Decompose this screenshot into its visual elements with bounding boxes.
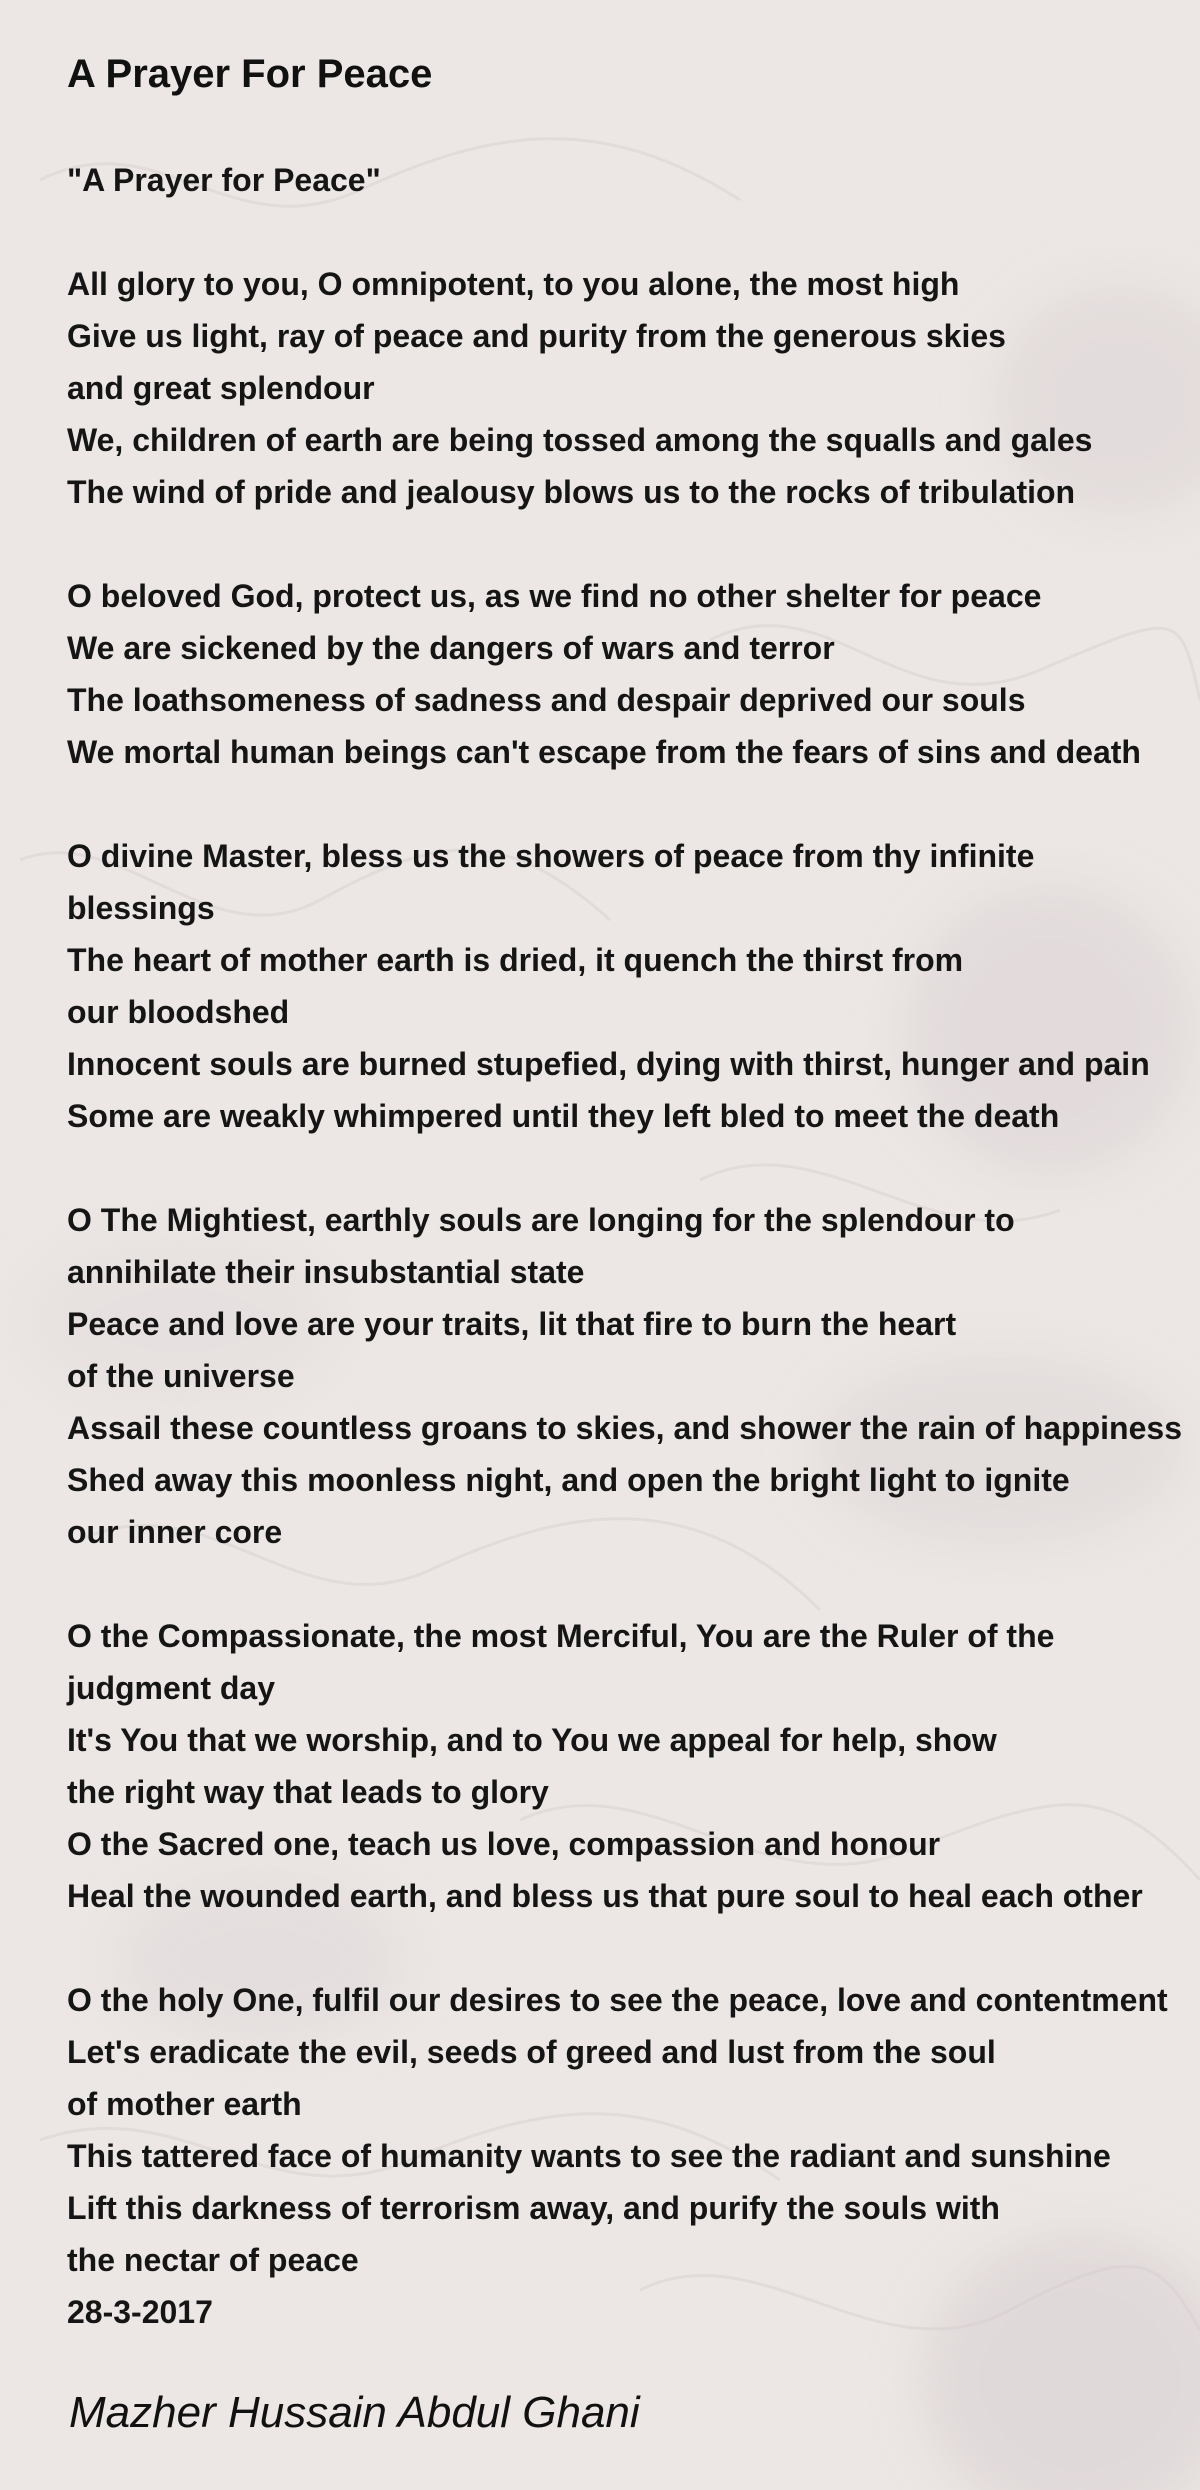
poem-line: judgment day — [67, 1670, 276, 1706]
poem-subtitle: "A Prayer for Peace" — [67, 162, 381, 198]
poem-line: This tattered face of humanity wants to see the radiant and sunshine — [67, 2138, 1111, 2174]
poem-line: the right way that leads to glory — [67, 1774, 549, 1810]
poem-line: Shed away this moonless night, and open the bright light to ignite — [67, 1462, 1070, 1498]
poem-line: O the Sacred one, teach us love, compassion and honour — [67, 1826, 941, 1862]
poem-line: our inner core — [67, 1514, 283, 1550]
stanza-2 — [67, 570, 1200, 778]
poem-line: The loathsomeness of sadness and despair deprived our souls — [67, 682, 1026, 718]
poem-line: All glory to you, O omnipotent, to you alone, the most high — [67, 266, 960, 302]
stanza-5 — [67, 1610, 1200, 1922]
poem-line: annihilate their insubstantial state — [67, 1254, 585, 1290]
poem-date: 28-3-2017 — [67, 2294, 213, 2330]
poem-line: blessings — [67, 890, 215, 926]
poem-line: O the holy One, fulfil our desires to see the peace, love and contentment — [67, 1982, 1168, 2018]
poem-body — [67, 258, 1200, 2338]
stanza-4 — [67, 1194, 1200, 1558]
poem-line: We mortal human beings can't escape from the fears of sins and death — [67, 734, 1141, 770]
poem-line: Assail these countless groans to skies, and shower the rain of happiness — [67, 1410, 1182, 1446]
poem-line: Give us light, ray of peace and purity from the generous skies — [67, 318, 1006, 354]
poem-line: O divine Master, bless us the showers of peace from thy infinite — [67, 838, 1035, 874]
poem-title: A Prayer For Peace — [67, 52, 433, 96]
poem-line: We are sickened by the dangers of wars and terror — [67, 630, 835, 666]
poem-line: Some are weakly whimpered until they left bled to meet the death — [67, 1098, 1060, 1134]
poem-line: of the universe — [67, 1358, 295, 1394]
poem-line: O beloved God, protect us, as we find no other shelter for peace — [67, 578, 1042, 614]
stanza-6 — [67, 1974, 1200, 2338]
poem-line: Let's eradicate the evil, seeds of greed and lust from the soul — [67, 2034, 996, 2070]
poem-line: It's You that we worship, and to You we appeal for help, show — [67, 1722, 997, 1758]
poem-line: Innocent souls are burned stupefied, dying with thirst, hunger and pain — [67, 1046, 1150, 1082]
stanza-3 — [67, 830, 1200, 1142]
poem-line: We, children of earth are being tossed among the squalls and gales — [67, 422, 1093, 458]
poem-line: The wind of pride and jealousy blows us to the rocks of tribulation — [67, 474, 1076, 510]
poem-line: our bloodshed — [67, 994, 290, 1030]
poem-line: Heal the wounded earth, and bless us that pure soul to heal each other — [67, 1878, 1143, 1914]
poem-line: Peace and love are your traits, lit that fire to burn the heart — [67, 1306, 957, 1342]
poem-line: The heart of mother earth is dried, it quench the thirst from — [67, 942, 964, 978]
poem-line: Lift this darkness of terrorism away, and purify the souls with — [67, 2190, 1000, 2226]
poem-line: O The Mightiest, earthly souls are longing for the splendour to — [67, 1202, 1015, 1238]
poem-line: O the Compassionate, the most Merciful, You are the Ruler of the — [67, 1618, 1055, 1654]
poem-line: of mother earth — [67, 2086, 302, 2122]
poem-author: Mazher Hussain Abdul Ghani — [69, 2388, 640, 2437]
poem-line: and great splendour — [67, 370, 375, 406]
stanza-1 — [67, 258, 1200, 518]
poem-line: the nectar of peace — [67, 2242, 359, 2278]
